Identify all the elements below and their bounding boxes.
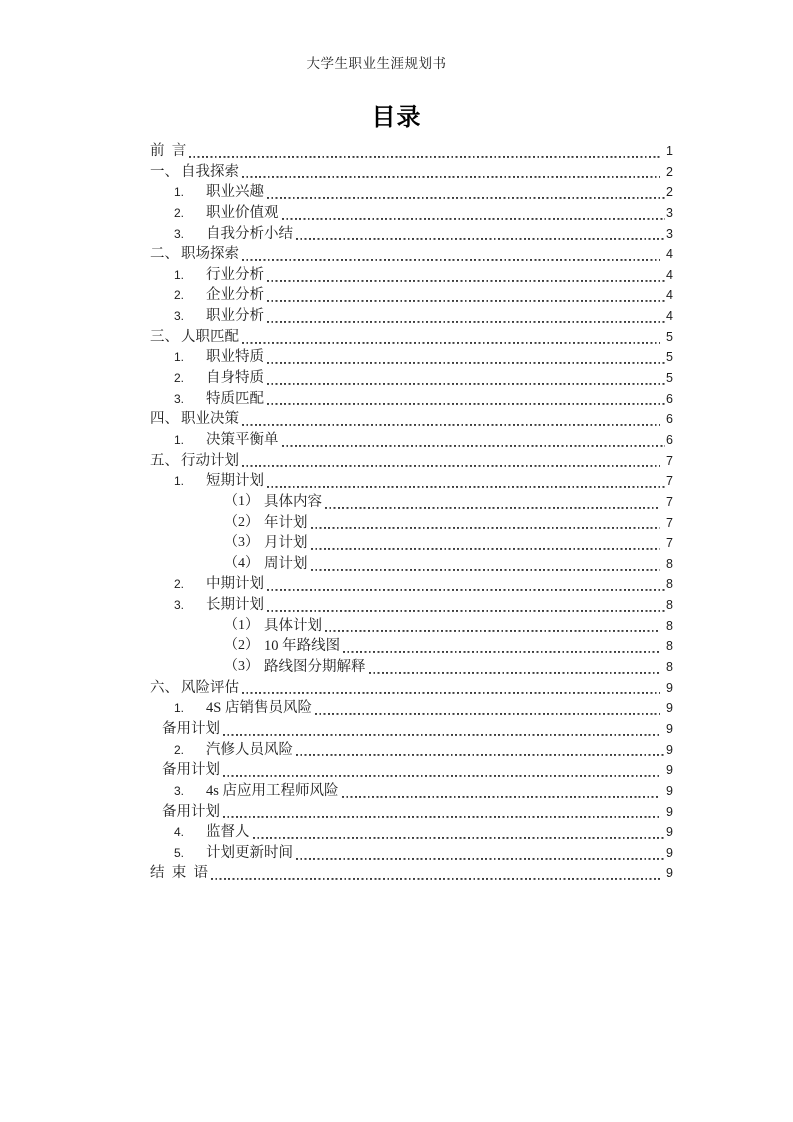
toc-entry[interactable] [150,327,673,348]
toc-entry-label: 行业分析 [206,266,264,283]
toc-dot-leader [242,244,660,265]
toc-dot-leader [223,760,660,781]
toc-entry[interactable] [150,616,673,637]
toc-page-number: 9 [666,804,673,819]
toc-entry-marker: 2. [174,205,185,220]
toc-entry[interactable] [150,224,673,245]
toc-page-number: 6 [666,412,673,427]
toc-entry-label: 具体内容 [264,493,322,510]
toc-entry-marker: 2. [174,577,185,592]
toc-dot-leader [343,636,660,657]
toc-entry-marker: （2） [224,638,259,654]
toc-page-number: 3 [666,226,673,241]
toc-dot-leader [311,533,661,554]
toc-entry[interactable] [150,802,673,823]
toc-dot-leader [267,574,665,595]
toc-page-number: 4 [666,288,673,303]
toc-entry-marker: 2. [174,742,185,757]
toc-entry[interactable] [150,822,673,843]
toc-dot-leader [242,409,660,430]
toc-entry[interactable] [150,843,673,864]
toc-entry-marker: 六、 [150,679,179,696]
toc-entry-marker: 5. [174,845,185,860]
toc-entry-label: 短期计划 [206,473,264,490]
toc-entry-marker: 4. [174,825,185,840]
toc-page-number: 7 [666,536,673,551]
toc-page-number: 8 [666,660,673,675]
toc-entry-label: 职业决策 [181,411,239,428]
toc-entry-label: 计划更新时间 [206,844,293,861]
toc-entry-label: 4s 店应用工程师风险 [206,782,339,799]
toc-page-number: 5 [666,329,673,344]
toc-entry[interactable] [150,678,673,699]
toc-entry-label: 年计划 [264,514,308,531]
toc-entry[interactable] [150,347,673,368]
toc-entry-marker: （3） [224,659,259,675]
toc-entry[interactable] [150,368,673,389]
toc-page-number: 9 [666,680,673,695]
toc-dot-leader [267,368,665,389]
toc-entry[interactable] [150,740,673,761]
toc-dot-leader [242,678,660,699]
toc-entry-label: 自我探索 [181,163,239,180]
toc-entry[interactable] [150,657,673,678]
toc-page-number: 8 [666,556,673,571]
toc-dot-leader [315,698,660,719]
toc-entry[interactable] [150,513,673,534]
toc-entry-marker: 3. [174,309,185,324]
toc-page-number: 7 [666,453,673,468]
toc-entry-marker: 1. [174,185,185,200]
toc-dot-leader [296,843,665,864]
toc-dot-leader [267,347,665,368]
toc-entry[interactable] [150,244,673,265]
toc-dot-leader [296,224,665,245]
toc-page-number: 2 [666,164,673,179]
toc-dot-leader [282,430,666,451]
toc-page-number: 5 [666,371,673,386]
toc-entry[interactable] [150,285,673,306]
toc-dot-leader [311,554,661,575]
toc-entry-marker: 1. [174,474,185,489]
toc-page-number: 6 [666,391,673,406]
toc-dot-leader [325,492,660,513]
toc-page-number: 1 [666,144,673,158]
toc-dot-leader [267,471,665,492]
toc-entry-label: 风险评估 [181,679,239,696]
toc-dot-leader [296,740,665,761]
toc-entry-label: 自我分析小结 [206,225,293,242]
toc-entry-label: 中期计划 [206,576,264,593]
toc-page-number: 8 [666,577,673,592]
toc-entry-marker: 三、 [150,328,179,345]
toc-entry-label: 备用计划 [162,720,220,737]
toc-page-number: 8 [666,639,673,654]
toc-entry-marker: 一、 [150,163,179,180]
toc-dot-leader [267,182,665,203]
toc-entry-label: 自身特质 [206,370,264,387]
toc-entry-marker: 3. [174,783,185,798]
toc-entry[interactable] [150,451,673,472]
toc-entry-label: 职业兴趣 [206,184,264,201]
toc-entry-marker: 3. [174,226,185,241]
toc-entry-label: 备用计划 [162,803,220,820]
toc-page-number: 9 [666,763,673,778]
toc-entry-label: 职业分析 [206,308,264,325]
toc-entry-label: 汽修人员风险 [206,741,293,758]
toc-page-number: 7 [666,494,673,509]
toc-entry-marker: 二、 [150,246,179,263]
toc-entry[interactable] [150,306,673,327]
toc-entry-label: 备用计划 [162,762,220,779]
toc-entry[interactable] [150,760,673,781]
toc-page-number: 8 [666,618,673,633]
toc-entry-marker: （4） [224,555,259,571]
toc-entry-marker: （3） [224,535,259,551]
toc-page-number: 9 [666,845,673,860]
toc-entry-marker: 四、 [150,411,179,428]
toc-entry-marker: 2. [174,371,185,386]
toc-entry-label: 企业分析 [206,287,264,304]
toc-entry[interactable] [150,574,673,595]
toc-dot-leader [267,595,665,616]
toc-entry-marker: （1） [224,617,259,633]
toc-entry-marker: 2. [174,288,185,303]
toc-entry-label: 人职匹配 [181,328,239,345]
toc-page-number: 5 [666,350,673,365]
toc-entry-label: 长期计划 [206,597,264,614]
toc-entry-label: 职业价值观 [206,204,279,221]
toc-entry-label: 周计划 [264,555,308,572]
toc-entry-marker: 3. [174,391,185,406]
toc-page-number: 4 [666,267,673,282]
toc-entry[interactable] [150,141,673,162]
toc-entry[interactable] [150,162,673,183]
toc-entry-label: 职业特质 [206,349,264,366]
toc-entry[interactable] [150,554,673,575]
toc-dot-leader [282,203,666,224]
toc-entry[interactable] [150,781,673,802]
toc-dot-leader [267,306,665,327]
toc-entry-marker: （1） [224,493,259,509]
toc-entry[interactable] [150,203,673,224]
toc-entry-marker: 1. [174,267,185,282]
toc-page-number: 4 [666,309,673,324]
toc-page-number: 7 [666,515,673,530]
toc-entry-marker: （2） [224,514,259,530]
toc-entry-label: 结 束 语 [150,865,208,882]
toc-entry-label: 月计划 [264,535,308,552]
toc-dot-leader [267,265,665,286]
toc-entry-label: 行动计划 [181,452,239,469]
toc-entry-label: 特质匹配 [206,390,264,407]
toc-page-number: 6 [666,432,673,447]
toc-dot-leader [267,285,665,306]
table-of-contents [150,141,673,884]
toc-dot-leader [223,719,660,740]
toc-entry[interactable] [150,533,673,554]
toc-dot-leader [369,657,661,678]
toc-entry[interactable] [150,492,673,513]
toc-entry[interactable] [150,636,673,657]
toc-dot-leader [223,802,660,823]
toc-page-number: 7 [666,474,673,489]
toc-dot-leader [311,513,661,534]
toc-page-number: 4 [666,247,673,262]
toc-dot-leader [211,863,660,884]
document-header: 大学生职业生涯规划书 [306,56,447,71]
toc-entry[interactable] [150,863,673,884]
toc-entry-label: 路线图分期解释 [264,659,366,676]
toc-entry-marker: 1. [174,701,185,716]
toc-entry-label: 职场探索 [181,246,239,263]
toc-page-number: 9 [666,783,673,798]
toc-entry[interactable] [150,471,673,492]
toc-entry[interactable] [150,719,673,740]
toc-entry-label: 监督人 [206,824,250,841]
toc-dot-leader [242,327,660,348]
toc-entry-marker: 五、 [150,452,179,469]
toc-dot-leader [342,781,661,802]
toc-entry-marker: 1. [174,350,185,365]
toc-dot-leader [242,451,660,472]
toc-entry[interactable] [150,389,673,410]
toc-page-number: 2 [666,185,673,200]
toc-dot-leader [267,389,665,410]
toc-page-number: 3 [666,205,673,220]
toc-entry-marker: 3. [174,598,185,613]
toc-page-number: 9 [666,742,673,757]
toc-entry-label: 具体计划 [264,617,322,634]
toc-dot-leader [242,162,660,183]
toc-page-number: 9 [666,701,673,716]
toc-dot-leader [325,616,660,637]
toc-dot-leader [189,141,660,162]
toc-dot-leader [253,822,666,843]
toc-page-number: 9 [666,866,673,881]
toc-entry-label: 10 年路线图 [264,638,341,655]
toc-entry[interactable] [150,430,673,451]
toc-page-number: 8 [666,598,673,613]
toc-page-number: 9 [666,825,673,840]
toc-entry[interactable] [150,182,673,203]
toc-entry-label: 前 言 [150,143,187,159]
toc-entry-label: 4S 店销售员风险 [206,700,312,717]
toc-entry[interactable] [150,409,673,430]
toc-entry-label: 决策平衡单 [206,431,279,448]
toc-entry[interactable] [150,595,673,616]
toc-entry[interactable] [150,698,673,719]
toc-entry[interactable] [150,265,673,286]
toc-page-number: 9 [666,721,673,736]
toc-entry-marker: 1. [174,432,185,447]
page-title: 目录 [371,104,422,131]
